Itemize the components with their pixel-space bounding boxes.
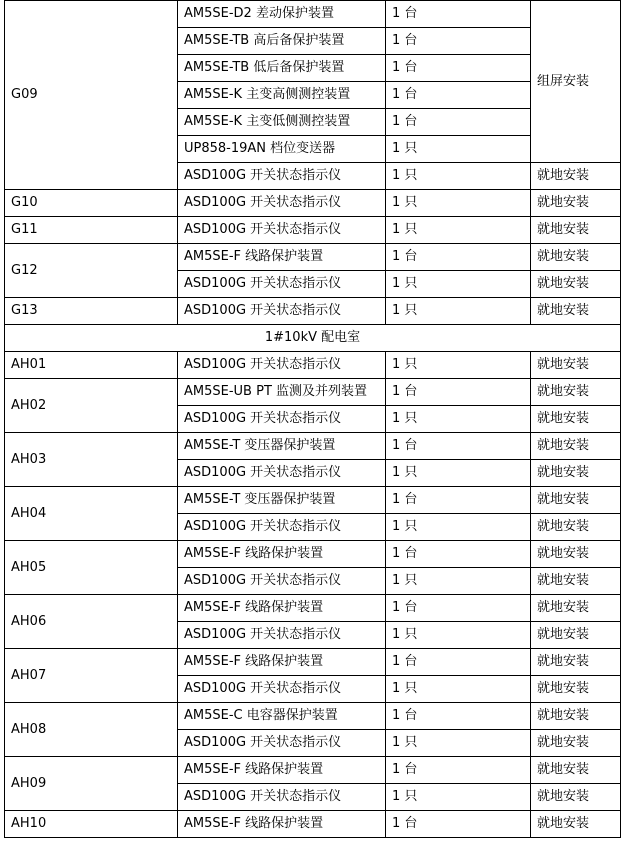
quantity-cell: 1 只 [386, 271, 531, 298]
device-name-cell: AM5SE-F 线路保护装置 [178, 649, 386, 676]
quantity-cell: 1 只 [386, 352, 531, 379]
cabinet-id-cell: AH10 [5, 811, 178, 838]
device-name-cell: AM5SE-F 线路保护装置 [178, 595, 386, 622]
cabinet-id-cell: AH03 [5, 433, 178, 487]
install-method-cell: 就地安装 [531, 811, 621, 838]
install-method-cell: 就地安装 [531, 730, 621, 757]
device-name-cell: AM5SE-T 变压器保护装置 [178, 433, 386, 460]
device-name-cell: ASD100G 开关状态指示仪 [178, 460, 386, 487]
quantity-cell: 1 只 [386, 622, 531, 649]
install-method-cell: 就地安装 [531, 622, 621, 649]
install-method-cell: 就地安装 [531, 163, 621, 190]
cabinet-id-cell: G13 [5, 298, 178, 325]
device-name-cell: ASD100G 开关状态指示仪 [178, 271, 386, 298]
install-method-cell: 就地安装 [531, 271, 621, 298]
install-method-cell: 就地安装 [531, 649, 621, 676]
device-name-cell: ASD100G 开关状态指示仪 [178, 784, 386, 811]
install-method-cell: 就地安装 [531, 487, 621, 514]
table-row [5, 703, 621, 730]
device-name-cell: AM5SE-F 线路保护装置 [178, 541, 386, 568]
quantity-cell: 1 台 [386, 55, 531, 82]
device-name-cell: AM5SE-T 变压器保护装置 [178, 487, 386, 514]
install-method-cell: 就地安装 [531, 757, 621, 784]
quantity-cell: 1 只 [386, 190, 531, 217]
quantity-cell: 1 只 [386, 676, 531, 703]
device-name-cell: AM5SE-K 主变低侧测控装置 [178, 109, 386, 136]
table-row [5, 595, 621, 622]
install-method-cell: 组屏安装 [531, 1, 621, 163]
cabinet-id-cell: G12 [5, 244, 178, 298]
install-method-cell: 就地安装 [531, 352, 621, 379]
quantity-cell: 1 台 [386, 82, 531, 109]
install-method-cell: 就地安装 [531, 298, 621, 325]
install-method-cell: 就地安装 [531, 595, 621, 622]
device-name-cell: AM5SE-K 主变高侧测控装置 [178, 82, 386, 109]
install-method-cell: 就地安装 [531, 190, 621, 217]
install-method-cell: 就地安装 [531, 244, 621, 271]
cabinet-id-cell: AH08 [5, 703, 178, 757]
table-row [5, 244, 621, 271]
device-name-cell: ASD100G 开关状态指示仪 [178, 568, 386, 595]
cabinet-id-cell: G10 [5, 190, 178, 217]
install-method-cell: 就地安装 [531, 514, 621, 541]
device-name-cell: AM5SE-C 电容器保护装置 [178, 703, 386, 730]
quantity-cell: 1 台 [386, 703, 531, 730]
quantity-cell: 1 只 [386, 217, 531, 244]
table-row [5, 757, 621, 784]
cabinet-id-cell: AH04 [5, 487, 178, 541]
quantity-cell: 1 台 [386, 595, 531, 622]
quantity-cell: 1 台 [386, 487, 531, 514]
device-name-cell: ASD100G 开关状态指示仪 [178, 298, 386, 325]
section-title: 1#10kV 配电室 [5, 325, 621, 352]
device-name-cell: UP858-19AN 档位变送器 [178, 136, 386, 163]
device-name-cell: AM5SE-F 线路保护装置 [178, 811, 386, 838]
device-name-cell: ASD100G 开关状态指示仪 [178, 622, 386, 649]
quantity-cell: 1 台 [386, 433, 531, 460]
cabinet-id-cell: G09 [5, 1, 178, 190]
install-method-cell: 就地安装 [531, 379, 621, 406]
table-row [5, 433, 621, 460]
table-row [5, 352, 621, 379]
install-method-cell: 就地安装 [531, 541, 621, 568]
section-row [5, 325, 621, 352]
cabinet-id-cell: AH07 [5, 649, 178, 703]
table-row [5, 1, 621, 28]
table-row [5, 649, 621, 676]
quantity-cell: 1 台 [386, 109, 531, 136]
quantity-cell: 1 只 [386, 730, 531, 757]
quantity-cell: 1 只 [386, 568, 531, 595]
device-name-cell: ASD100G 开关状态指示仪 [178, 676, 386, 703]
install-method-cell: 就地安装 [531, 406, 621, 433]
quantity-cell: 1 只 [386, 460, 531, 487]
table-row [5, 487, 621, 514]
cabinet-id-cell: AH02 [5, 379, 178, 433]
install-method-cell: 就地安装 [531, 784, 621, 811]
device-name-cell: ASD100G 开关状态指示仪 [178, 163, 386, 190]
device-name-cell: AM5SE-TB 低后备保护装置 [178, 55, 386, 82]
quantity-cell: 1 台 [386, 28, 531, 55]
table-row [5, 298, 621, 325]
equipment-table [4, 0, 621, 838]
cabinet-id-cell: AH01 [5, 352, 178, 379]
table-row [5, 217, 621, 244]
device-name-cell: ASD100G 开关状态指示仪 [178, 514, 386, 541]
install-method-cell: 就地安装 [531, 703, 621, 730]
quantity-cell: 1 只 [386, 298, 531, 325]
quantity-cell: 1 只 [386, 163, 531, 190]
device-name-cell: AM5SE-F 线路保护装置 [178, 244, 386, 271]
cabinet-id-cell: AH05 [5, 541, 178, 595]
table-row [5, 190, 621, 217]
quantity-cell: 1 台 [386, 1, 531, 28]
table-row [5, 379, 621, 406]
cabinet-id-cell: AH09 [5, 757, 178, 811]
device-name-cell: ASD100G 开关状态指示仪 [178, 217, 386, 244]
quantity-cell: 1 台 [386, 541, 531, 568]
table-row [5, 811, 621, 838]
device-name-cell: AM5SE-UB PT 监测及并列装置 [178, 379, 386, 406]
quantity-cell: 1 只 [386, 136, 531, 163]
quantity-cell: 1 只 [386, 406, 531, 433]
quantity-cell: 1 台 [386, 649, 531, 676]
cabinet-id-cell: G11 [5, 217, 178, 244]
device-name-cell: AM5SE-D2 差动保护装置 [178, 1, 386, 28]
device-name-cell: ASD100G 开关状态指示仪 [178, 730, 386, 757]
quantity-cell: 1 只 [386, 514, 531, 541]
quantity-cell: 1 台 [386, 811, 531, 838]
install-method-cell: 就地安装 [531, 676, 621, 703]
quantity-cell: 1 台 [386, 244, 531, 271]
quantity-cell: 1 只 [386, 784, 531, 811]
quantity-cell: 1 台 [386, 757, 531, 784]
quantity-cell: 1 台 [386, 379, 531, 406]
install-method-cell: 就地安装 [531, 568, 621, 595]
device-name-cell: ASD100G 开关状态指示仪 [178, 190, 386, 217]
device-name-cell: AM5SE-F 线路保护装置 [178, 757, 386, 784]
cabinet-id-cell: AH06 [5, 595, 178, 649]
device-name-cell: ASD100G 开关状态指示仪 [178, 406, 386, 433]
install-method-cell: 就地安装 [531, 217, 621, 244]
install-method-cell: 就地安装 [531, 460, 621, 487]
device-name-cell: AM5SE-TB 高后备保护装置 [178, 28, 386, 55]
device-name-cell: ASD100G 开关状态指示仪 [178, 352, 386, 379]
table-row [5, 541, 621, 568]
install-method-cell: 就地安装 [531, 433, 621, 460]
equipment-table-body [5, 1, 621, 838]
